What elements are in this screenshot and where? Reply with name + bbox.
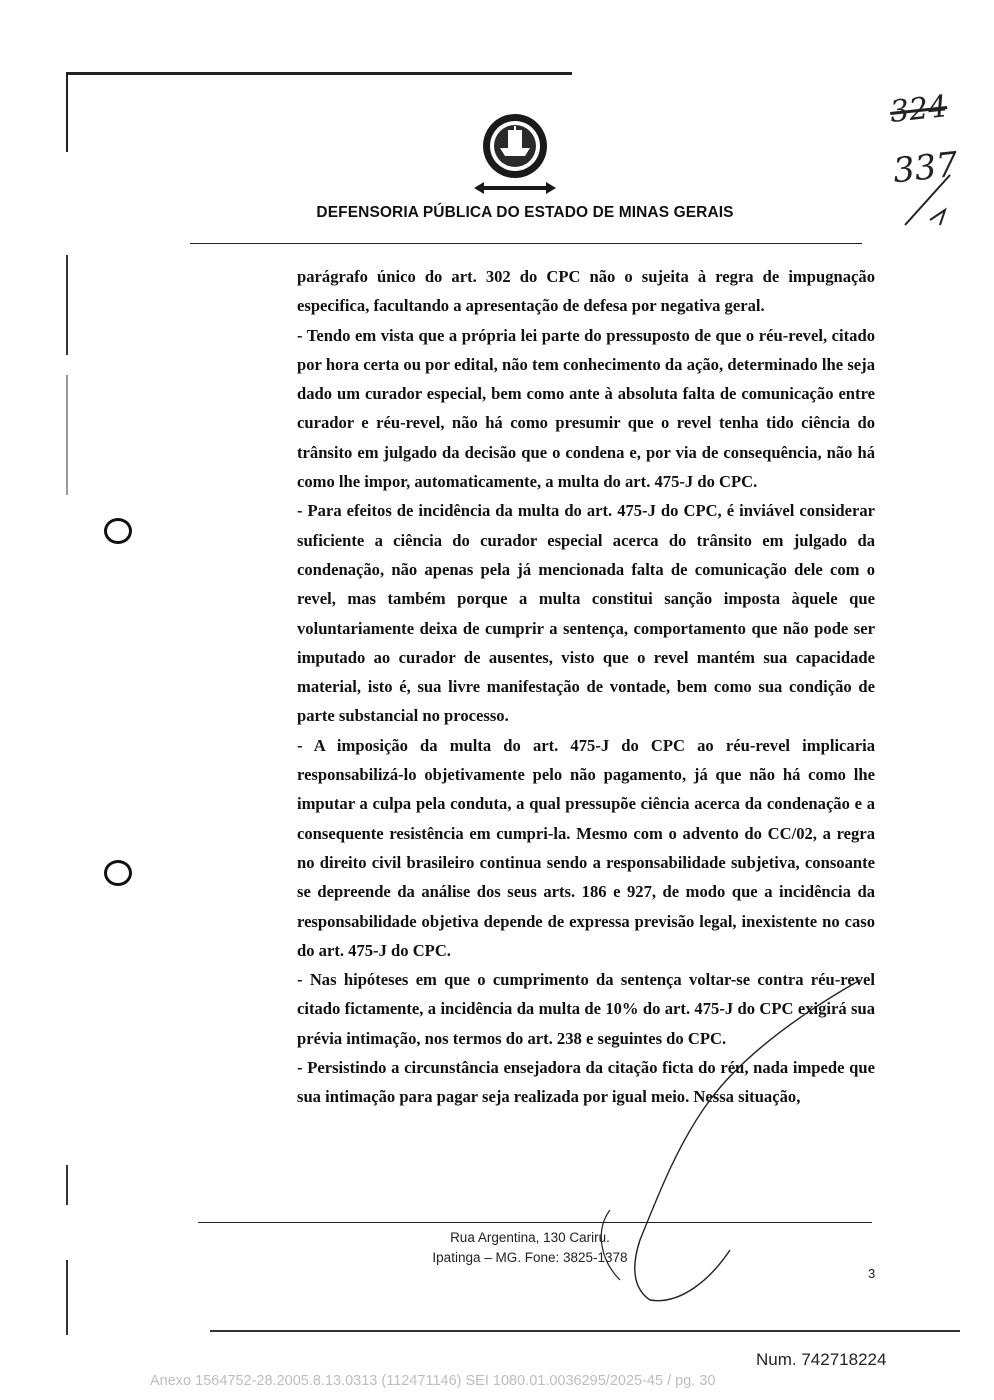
page-number: 3 <box>868 1266 876 1281</box>
scan-mark <box>66 375 68 495</box>
bottom-divider <box>210 1330 960 1332</box>
attachment-stamp: Anexo 1564752-28.2005.8.13.0313 (112471146) SEI 1080.01.0036295/2025-45 / pg. 30 <box>150 1373 716 1389</box>
body-paragraph: - Persistindo a circunstância ensejadora da citação ficta do réu, nada impede que sua intimação para pagar seja realizada por igual meio. Nessa situação, <box>297 1058 875 1107</box>
page-frame-left-line <box>66 72 68 152</box>
folio-number-current: 337 <box>891 144 960 192</box>
folio-number-old: 324 <box>888 89 949 130</box>
body-paragraph: - A imposição da multa do art. 475-J do CPC ao réu-revel implicaria responsabilizá-lo objetivamente pelo não pagamento, já que não há como lhe imputar a culpa pela conduta, a qual pressupõe ciência acerca da condenação e a consequente resistência em cumpri-la. Mesmo com o advento do CC/02, a regra no direito civil brasileiro continua sendo a responsabilidade subjetiva, consoante se depreende da análise dos seus arts. 186 e 927, de modo que a incidência da responsabilidade objetiva depende de expressa previsão legal, inexistente no caso do art. 475-J do CPC. <box>297 735 875 960</box>
address-line: Rua Argentina, 130 Cariru. <box>450 1230 610 1245</box>
scan-mark <box>66 1165 68 1205</box>
punch-hole <box>104 518 132 544</box>
body-paragraph: parágrafo único do art. 302 do CPC não o sujeita à regra de impugnação especifica, facultando a apresentação de defesa por negativa geral. <box>297 267 875 316</box>
scan-mark <box>66 1260 68 1335</box>
footer-address <box>380 1228 680 1268</box>
folio-slash-mark <box>900 170 960 230</box>
punch-hole <box>104 860 132 886</box>
document-number: Num. 742718224 <box>756 1350 887 1369</box>
body-paragraph: - Para efeitos de incidência da multa do art. 475-J do CPC, é inviável considerar suficiente a ciência do curador especial acerca do trânsito em julgado da condenação, não apenas pela já mencionada falta de comunicação dele com o revel, mas também porque a multa constitui sanção imposta àquele que voluntariamente deixa de cumprir a sentença, comportamento que não pode ser imputado ao curador de ausentes, visto que o revel mantém sua capacidade material, isto é, sua livre manifestação de vontade, bem como sua condição de parte substancial no processo. <box>297 501 875 726</box>
scan-mark <box>66 255 68 355</box>
address-line: Ipatinga – MG. Fone: 3825-1378 <box>432 1250 628 1265</box>
footer-divider <box>198 1222 872 1223</box>
body-paragraph: - Tendo em vista que a própria lei parte do pressuposto de que o réu-revel, citado por hora certa ou por edital, não tem conhecimento da ação, determinado lhe seja dado um curador especial, bem como ante à absoluta falta de comunicação entre curador e réu-revel, não há como presumir que o revel tenha tido ciência do trânsito em julgado da decisão que o condena e, por via de consequência, não há como lhe impor, automaticamente, a multa do art. 475-J do CPC. <box>297 325 875 492</box>
page-frame-top-line <box>66 72 572 75</box>
header-divider <box>190 243 862 244</box>
coat-of-arms-emblem <box>470 108 560 198</box>
organization-title: DEFENSORIA PÚBLICA DO ESTADO DE MINAS GERAIS <box>316 204 734 221</box>
body-paragraph: - Nas hipóteses em que o cumprimento da sentença voltar-se contra réu-revel citado fictamente, a incidência da multa de 10% do art. 475-J do CPC exigirá sua prévia intimação, nos termos do art. 238 e seguintes do CPC. <box>297 970 875 1048</box>
